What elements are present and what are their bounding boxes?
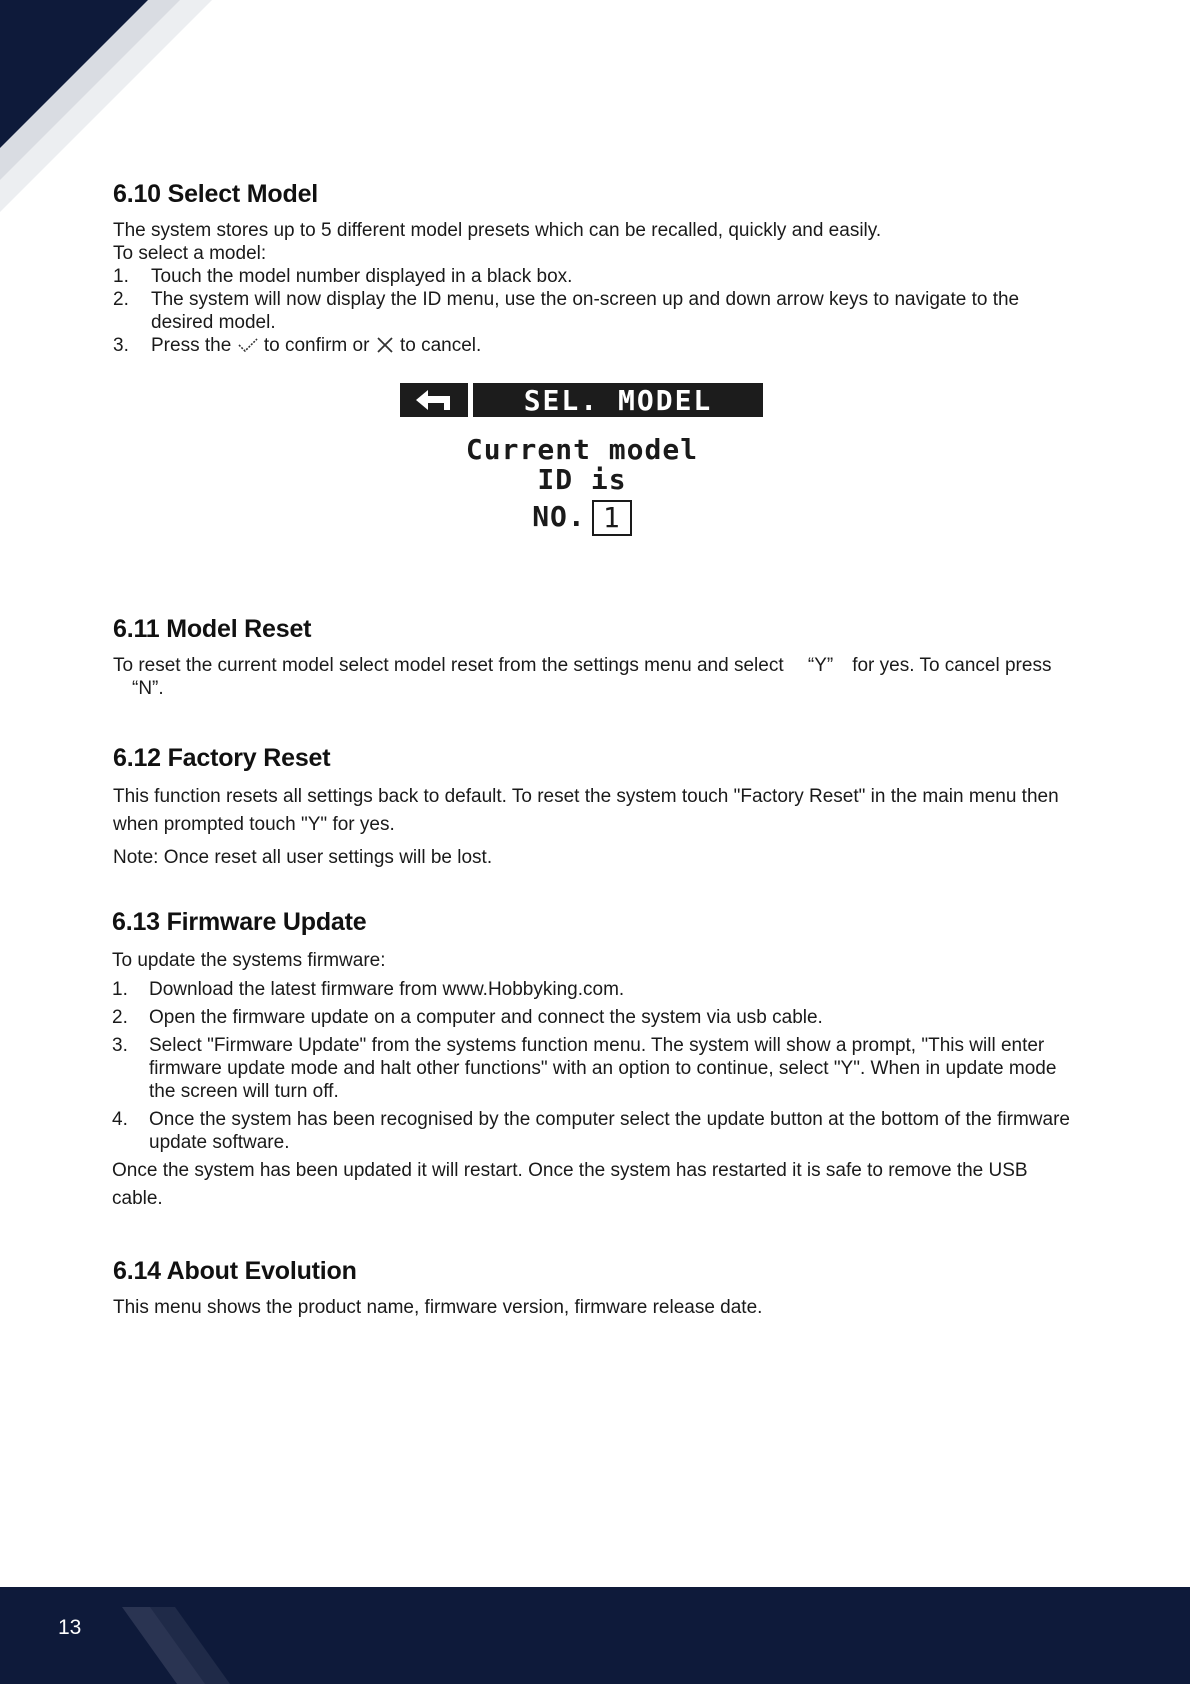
list-item: 3. Select "Firmware Update" from the systems function menu. The system will show a prompt, "This will enter firmware update mode and halt other functions" with an option to continue, select "Y". When in update mode the screen will turn off.: [112, 1035, 1057, 1102]
paragraph: To reset the current model select model reset from the settings menu and select “Y” for yes. To cancel press “N”.: [113, 655, 1052, 699]
screen-line-current-model: Current model: [465, 433, 699, 466]
list-item: 2. The system will now display the ID menu, use the on-screen up and down arrow keys to navigate to the desired model.: [113, 289, 1020, 333]
section-title: 6.14 About Evolution: [113, 1257, 357, 1285]
section-select-model: [113, 180, 1073, 357]
section-title: 6.13 Firmware Update: [112, 908, 367, 936]
section-title: 6.10 Select Model: [113, 180, 319, 208]
section-title: 6.11 Model Reset: [113, 615, 312, 643]
screen-title: SEL. MODEL: [473, 383, 763, 417]
back-button: [400, 383, 468, 417]
section-factory-reset: [113, 744, 1073, 872]
device-screen: [400, 383, 764, 543]
paragraph: To update the systems firmware:: [112, 950, 386, 971]
paragraph: This function resets all settings back to default. To reset the system touch "Factory Reset" in the main menu then when prompted touch "Y" for yes.: [113, 786, 1059, 835]
back-arrow-icon: [414, 388, 454, 412]
section-model-reset: [113, 615, 1073, 700]
page-number: 13: [58, 1616, 82, 1639]
section-about-evolution: [113, 1257, 1073, 1319]
steps-list: [112, 978, 1082, 1154]
page-footer: [0, 1587, 1190, 1684]
cross-icon: [375, 336, 395, 354]
footer-decoration: [0, 1587, 1190, 1684]
screen-line-id-is: ID is: [537, 463, 627, 496]
list-item: 3. Press the to confirm or to cancel.: [113, 335, 482, 356]
list-item: 1. Touch the model number displayed in a black box.: [113, 266, 573, 287]
section-firmware-update: [112, 908, 1082, 1213]
section-title: 6.12 Factory Reset: [113, 744, 331, 772]
paragraph: To select a model:: [113, 243, 267, 264]
paragraph: Once the system has been updated it will restart. Once the system has restarted it is safe to remove the USB cable.: [112, 1160, 1028, 1209]
screen-line-number: [400, 500, 764, 536]
note: Note: Once reset all user settings will be lost.: [113, 847, 493, 868]
steps-list: [113, 265, 1073, 357]
paragraph: This menu shows the product name, firmware version, firmware release date.: [113, 1297, 763, 1318]
check-icon: [237, 336, 259, 354]
list-item: 2. Open the firmware update on a computer and connect the system via usb cable.: [112, 1007, 823, 1028]
list-item: 1. Download the latest firmware from www.Hobbyking.com.: [112, 979, 625, 1000]
number-label: NO.: [532, 500, 586, 533]
model-id-box: 1: [592, 500, 632, 536]
list-item: 4. Once the system has been recognised by the computer select the update button at the bottom of the firmware update software.: [112, 1109, 1070, 1153]
screen-header: [400, 383, 764, 417]
paragraph: The system stores up to 5 different model presets which can be recalled, quickly and easily.: [113, 220, 882, 241]
